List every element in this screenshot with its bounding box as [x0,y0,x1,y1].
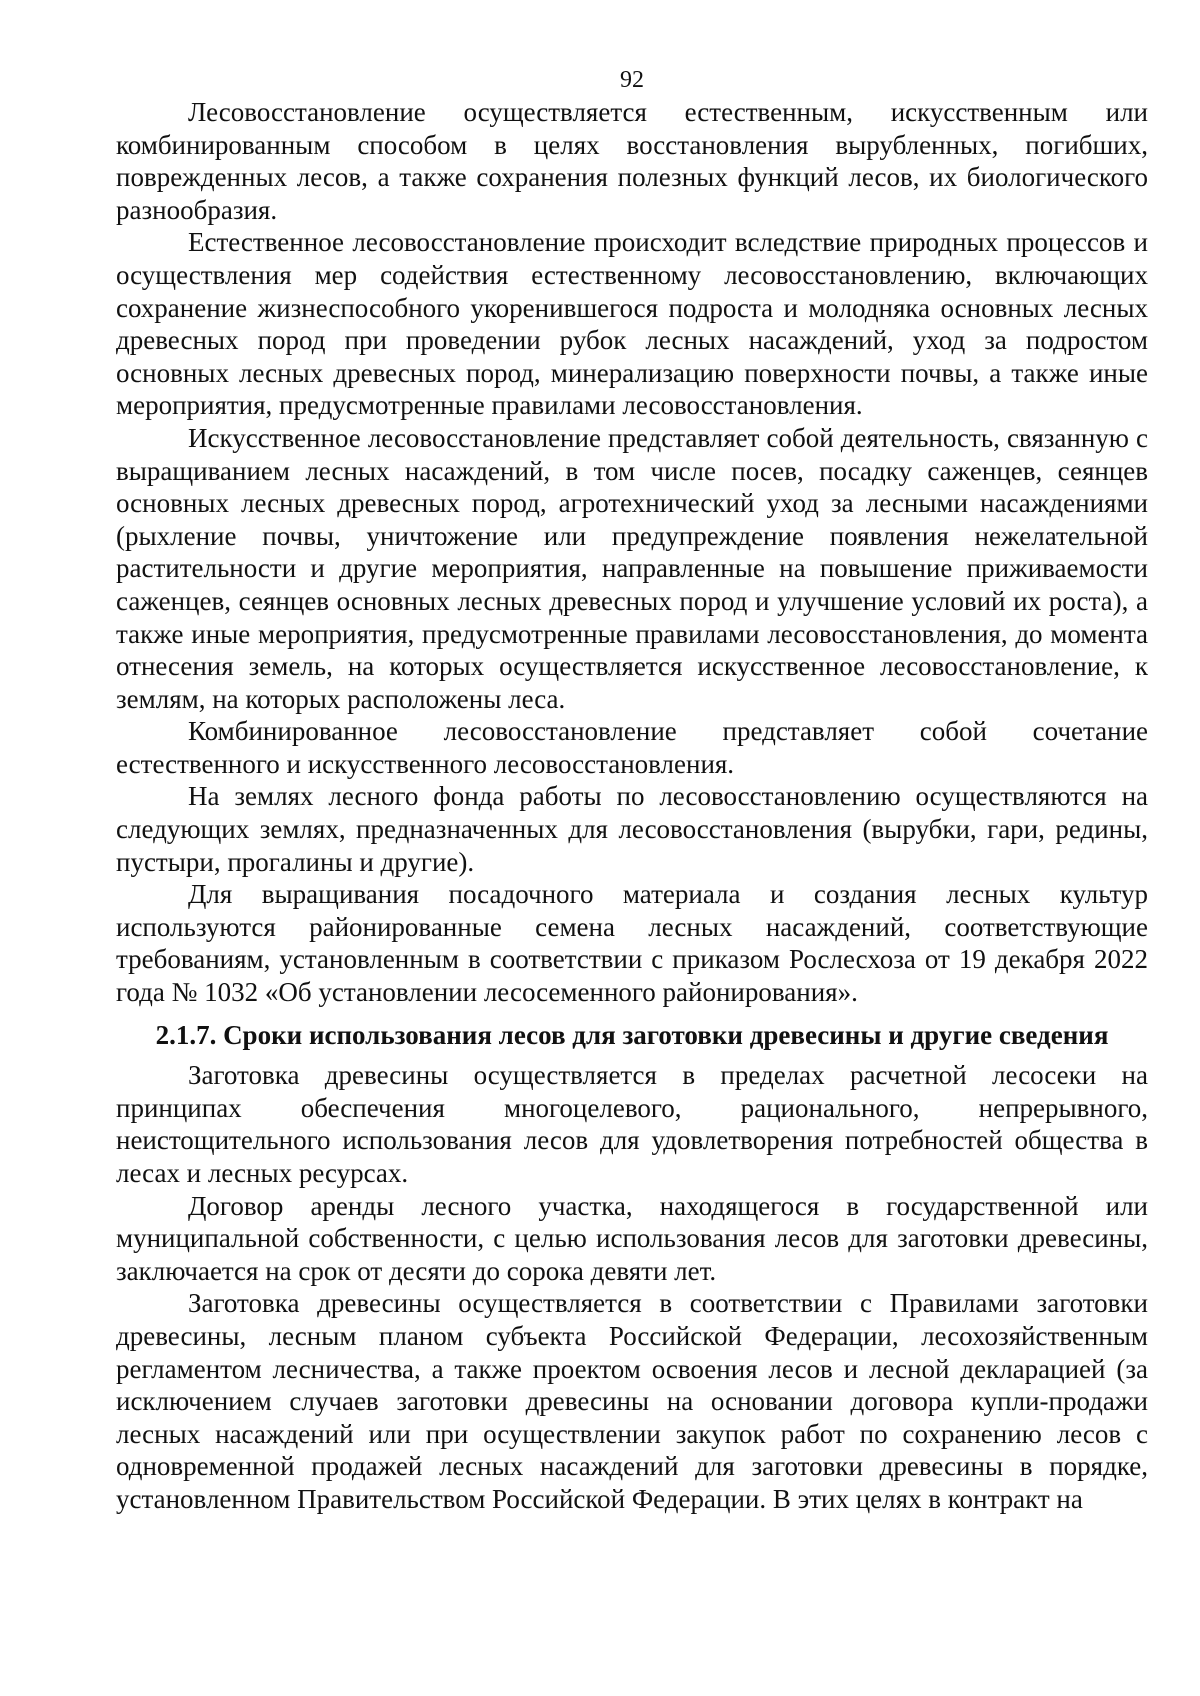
page-number: 92 [620,67,644,93]
paragraph-artificial-reforestation: Искусственное лесовосстановление представляет собой деятельность, связанную с выращиванием лесных насаждений, в том числе посев, посадку саженцев, сеянцев основных лесных древесных пород, агротехнический уход за лесными насаждениями (рыхление почвы, уничтожение или предупреждение появления нежелательной растительности и другие мероприятия, направленные на повышение приживаемости саженцев, сеянцев основных лесных древесных пород и улучшение условий их роста), а также иные мероприятия, предусмотренные правилами лесовосстановления, до момента отнесения земель, на которых осуществляется искусственное лесовосстановление, к землям, на которых расположены леса. [116,422,1148,714]
section-heading: 2.1.7. Сроки использования лесов для заготовки древесины и другие сведения [155,1019,1109,1050]
paragraph-lease-agreement: Договор аренды лесного участка, находящегося в государственной или муниципальной собственности, с целью использования лесов для заготовки древесины, заключается на срок от десяти до сорока девяти лет. [116,1190,1148,1286]
paragraph-forest-fund-lands: На землях лесного фонда работы по лесовосстановлению осуществляются на следующих землях, предназначенных для лесовосстановления (вырубки, гари, редины, пустыри, прогалины и другие). [116,781,1148,877]
paragraph-planting-material: Для выращивания посадочного материала и создания лесных культур используются районированные семена лесных насаждений, соответствующие требованиям, установленным в соответствии с приказом Рослесхоза от 19 декабря 2022 года № 1032 «Об установлении лесосеменного районирования». [116,879,1148,1008]
paragraph-harvesting-rules: Заготовка древесины осуществляется в соответствии с Правилами заготовки древесины, лесным планом субъекта Российской Федерации, лесохозяйственным регламентом лесничества, а также проектом освоения лесов и лесной декларацией (за исключением случаев заготовки древесины на основании договора купли-продажи лесных насаждений или при осуществлении закупок работ по сохранению лесов с одновременной продажей лесных насаждений для заготовки древесины в порядке, установленном Правительством Российской Федерации. В этих целях в контракт на [116,1288,1148,1514]
paragraph-natural-reforestation: Естественное лесовосстановление происходит вследствие природных процессов и осуществления мер содействия естественному лесовосстановлению, включающих сохранение жизнеспособного укоренившегося подроста и молодняка основных лесных древесных пород при проведении рубок лесных насаждений, уход за подростом основных лесных древесных пород, минерализацию поверхности почвы, а также иные мероприятия, предусмотренные правилами лесовосстановления. [116,227,1148,421]
document-page [116,66,1148,1516]
paragraph-reforestation-methods: Лесовосстановление осуществляется естественным, искусственным или комбинированным способом в целях восстановления вырубленных, погибших, поврежденных лесов, а также сохранения полезных функций лесов, их биологического разнообразия. [116,97,1148,225]
paragraph-combined-reforestation: Комбинированное лесовосстановление представляет собой сочетание естественного и искусственного лесовосстановления. [116,716,1148,779]
paragraph-timber-harvesting: Заготовка древесины осуществляется в пределах расчетной лесосеки на принципах обеспечения многоцелевого, рационального, непрерывного, неистощительного использования лесов для удовлетворения потребностей общества в лесах и лесных ресурсах. [116,1060,1148,1188]
